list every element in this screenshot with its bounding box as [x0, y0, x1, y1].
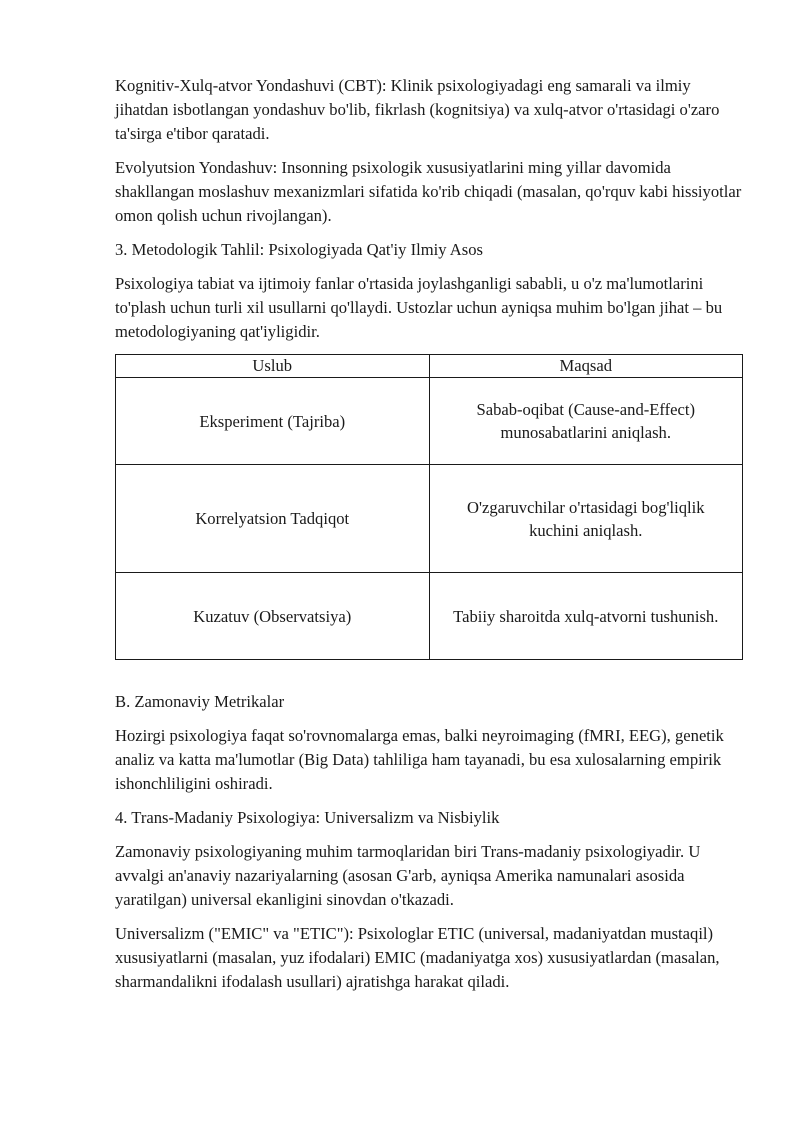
- paragraph-cross-cultural: Zamonaviy psixologiyaning muhim tarmoqlaridan biri Trans-madaniy psixologiyadir. U avvalgi an'anaviy nazariyalarning (asosan G'arb, ayniqsa Amerika namunalari asosida yaratilgan) universal ekanligini sinovdan o'tkazadi.: [115, 842, 701, 909]
- section-heading-methodology: 3. Metodologik Tahlil: Psixologiyada Qat'iy Ilmiy Asos: [115, 240, 483, 259]
- paragraph-methodology-intro: Psixologiya tabiat va ijtimoiy fanlar o'rtasida joylashganligi sababli, u o'z ma'lumotlarini to'plash uchun turli xil usullarni qo'llaydi. Ustozlar uchun ayniqsa muhim bo'lgan jihat – bu metodologiyaning qat'iyligidir.: [115, 274, 723, 341]
- section-heading-metrics: B. Zamonaviy Metrikalar: [115, 692, 285, 711]
- table-cell-method: Korrelyatsion Tadqiqot: [116, 465, 430, 573]
- paragraph-metrics: Hozirgi psixologiya faqat so'rovnomalarga emas, balki neyroimaging (fMRI, EEG), genetik analiz va katta ma'lumotlar (Big Data) tahliliga ham tayanadi, bu esa xulosalarning empirik ishonchliligini oshiradi.: [115, 726, 724, 793]
- table-cell-method: Eksperiment (Tajriba): [116, 378, 430, 465]
- paragraph-evolutionary: Evolyutsion Yondashuv: Insonning psixologik xususiyatlarini ming yillar davomida shakllangan moslashuv mexanizmlari sifatida ko'rib chiqadi (masalan, qo'rquv kabi hissiyotlar omon qolish uchun rivojlangan).: [115, 158, 742, 225]
- paragraph-cbt: Kognitiv-Xulq-atvor Yondashuvi (CBT): Klinik psixologiyadagi eng samarali va ilmiy jihatdan isbotlangan yondashuv bo'lib, fikrlash (kognitsiya) va xulq-atvor o'rtasidagi o'zaro ta'sirga e'tibor qaratadi.: [115, 76, 720, 143]
- table-cell-method: Kuzatuv (Observatsiya): [116, 573, 430, 660]
- table-header-purpose: Maqsad: [429, 355, 743, 378]
- section-heading-cross-cultural: 4. Trans-Madaniy Psixologiya: Universalizm va Nisbiylik: [115, 808, 500, 827]
- table-row: [116, 378, 743, 465]
- paragraph-universalism: Universalizm ("EMIC" va "ETIC"): Psixologlar ETIC (universal, madaniyatdan mustaqil) xususiyatlarni (masalan, yuz ifodalari) EMIC (madaniyatga xos) xususiyatlardan (masalan, sharmandalikni ifodalash usullari) ajratishga harakat qiladi.: [115, 924, 720, 991]
- methods-table: [115, 354, 743, 660]
- table-cell-purpose: Tabiiy sharoitda xulq-atvorni tushunish.: [429, 573, 743, 660]
- table-cell-purpose: O'zgaruvchilar o'rtasidagi bog'liqlik kuchini aniqlash.: [429, 465, 743, 573]
- table-header-row: [116, 355, 743, 378]
- table-row: [116, 465, 743, 573]
- table-row: [116, 573, 743, 660]
- document-page: [115, 74, 743, 1004]
- table-header-method: Uslub: [116, 355, 430, 378]
- table-cell-purpose: Sabab-oqibat (Cause-and-Effect) munosabatlarini aniqlash.: [429, 378, 743, 465]
